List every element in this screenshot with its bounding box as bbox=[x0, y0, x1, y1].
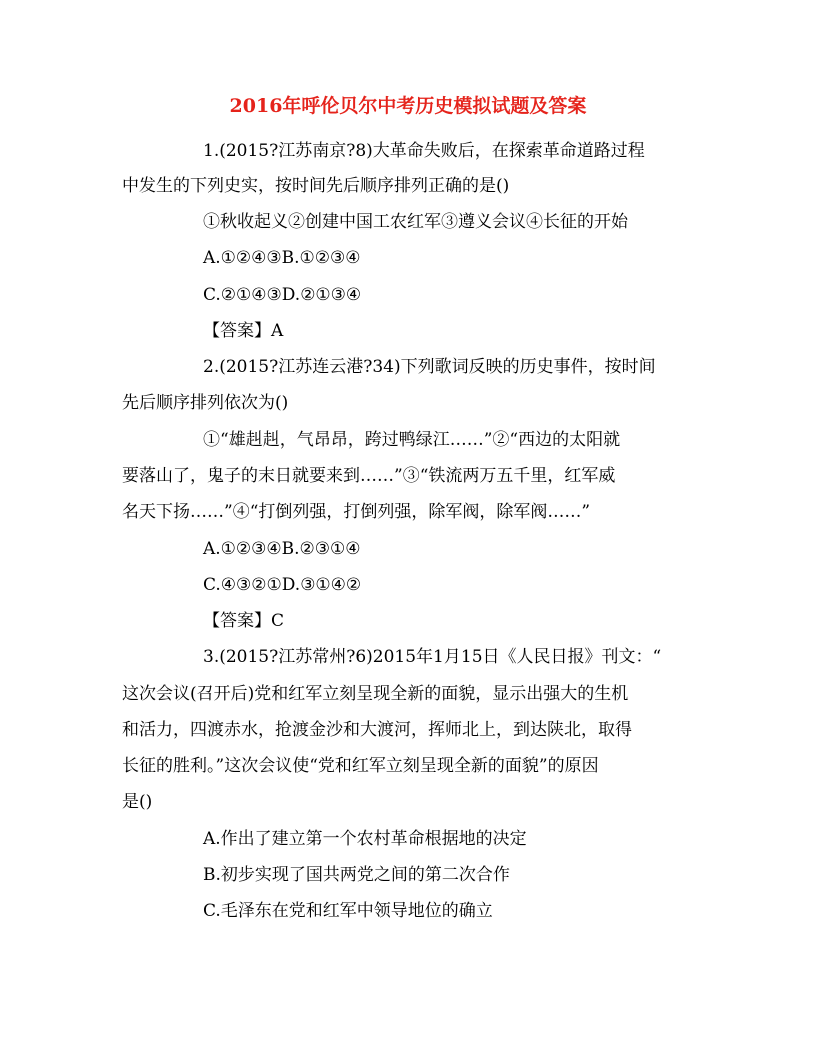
q2-lyrics-2: 要落山了，鬼子的末日就要来到……”③“铁流两万五千里，红军威 bbox=[122, 466, 616, 486]
q3-option-a: A.作出了建立第一个农村革命根据地的决定 bbox=[203, 829, 527, 849]
q2-options-cd: C.④③②①D.③①④② bbox=[203, 575, 362, 595]
q2-line-2: 先后顺序排列依次为() bbox=[122, 393, 289, 413]
q2-options-ab: A.①②③④B.②③①④ bbox=[203, 539, 361, 559]
q3-option-b: B.初步实现了国共两党之间的第二次合作 bbox=[203, 865, 510, 885]
q2-lyrics-1: ①“雄赳赳，气昂昂，跨过鸭绿江……”②“西边的太阳就 bbox=[203, 430, 621, 450]
document-title: 2016年呼伦贝尔中考历史模拟试题及答案 bbox=[229, 95, 587, 117]
q3-line-2: 这次会议(召开后)党和红军立刻呈现全新的面貌，显示出强大的生机 bbox=[122, 684, 629, 704]
q2-line-1: 2.(2015?江苏连云港?34)下列歌词反映的历史事件，按时间 bbox=[203, 357, 656, 377]
q1-line-2: 中发生的下列史实，按时间先后顺序排列正确的是() bbox=[122, 176, 510, 196]
q3-line-5: 是() bbox=[122, 792, 153, 812]
q1-line-1: 1.(2015?江苏南京?8)大革命失败后，在探索革命道路过程 bbox=[203, 141, 645, 161]
q3-line-1: 3.(2015?江苏常州?6)2015年1月15日《人民日报》刊文：“ bbox=[203, 647, 662, 667]
q1-items: ①秋收起义②创建中国工农红军③遵义会议④长征的开始 bbox=[203, 212, 628, 232]
q2-lyrics-3: 名天下扬……”④“打倒列强，打倒列强，除军阀，除军阀……” bbox=[122, 502, 591, 522]
q3-line-4: 长征的胜利。”这次会议使“党和红军立刻呈现全新的面貌”的原因 bbox=[122, 756, 599, 776]
q1-options-cd: C.②①④③D.②①③④ bbox=[203, 285, 362, 305]
q3-line-3: 和活力，四渡赤水，抢渡金沙和大渡河，挥师北上，到达陕北，取得 bbox=[122, 720, 632, 740]
q2-answer: 【答案】C bbox=[203, 611, 285, 631]
q1-options-ab: A.①②④③B.①②③④ bbox=[203, 248, 361, 268]
q1-answer: 【答案】A bbox=[203, 321, 284, 341]
q3-option-c: C.毛泽东在党和红军中领导地位的确立 bbox=[203, 901, 493, 921]
